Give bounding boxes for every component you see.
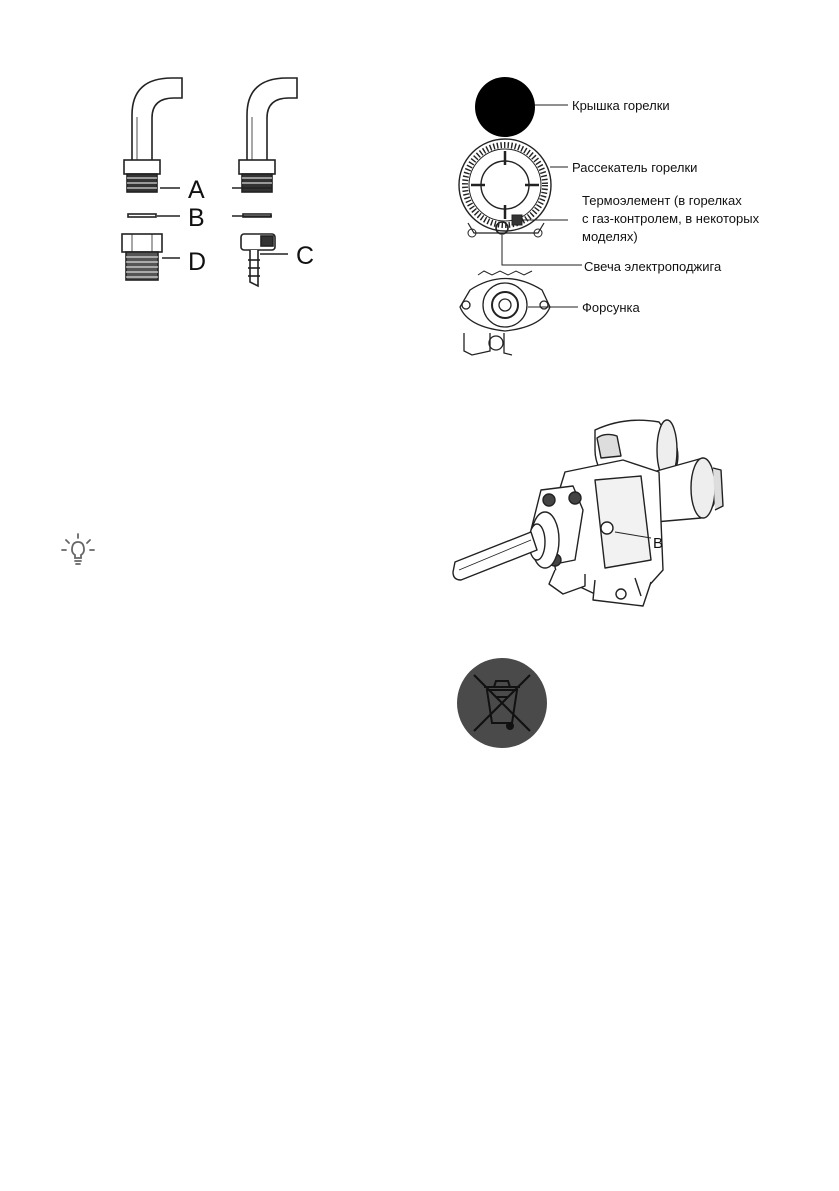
label-burner-cap: Крышка горелки [572, 98, 670, 113]
hose-nozzle-c [241, 234, 275, 286]
adapter-d [122, 234, 162, 280]
label-spreader: Рассекатель горелки [572, 160, 698, 175]
label-spark-plug: Свеча электроподжига [584, 259, 722, 274]
burner-exploded-figure [450, 75, 795, 365]
burner-cap [475, 77, 535, 137]
crossed-out-wheelie-bin-icon [456, 657, 548, 749]
thread-a-right [242, 174, 272, 192]
label-d: D [188, 248, 207, 276]
label-a: A [188, 176, 205, 204]
label-thermo-line2: с газ-контролем, в некоторых [582, 211, 760, 226]
gas-valve-figure [445, 410, 730, 610]
burner-base [460, 271, 550, 355]
right-elbow-pipe [239, 78, 297, 217]
pipe-connection-figure [100, 70, 340, 295]
label-thermo-line1: Термоэлемент (в горелках [582, 193, 742, 208]
lightbulb-icon [60, 532, 96, 568]
label-c: C [296, 242, 315, 270]
thread-a-left [127, 174, 157, 192]
label-valve-b: B [653, 535, 664, 552]
label-b: B [188, 204, 205, 232]
label-nozzle: Форсунка [582, 300, 640, 315]
label-thermo-line3: моделях) [582, 229, 638, 244]
burner-spreader [459, 139, 551, 237]
left-elbow-pipe [124, 78, 182, 217]
